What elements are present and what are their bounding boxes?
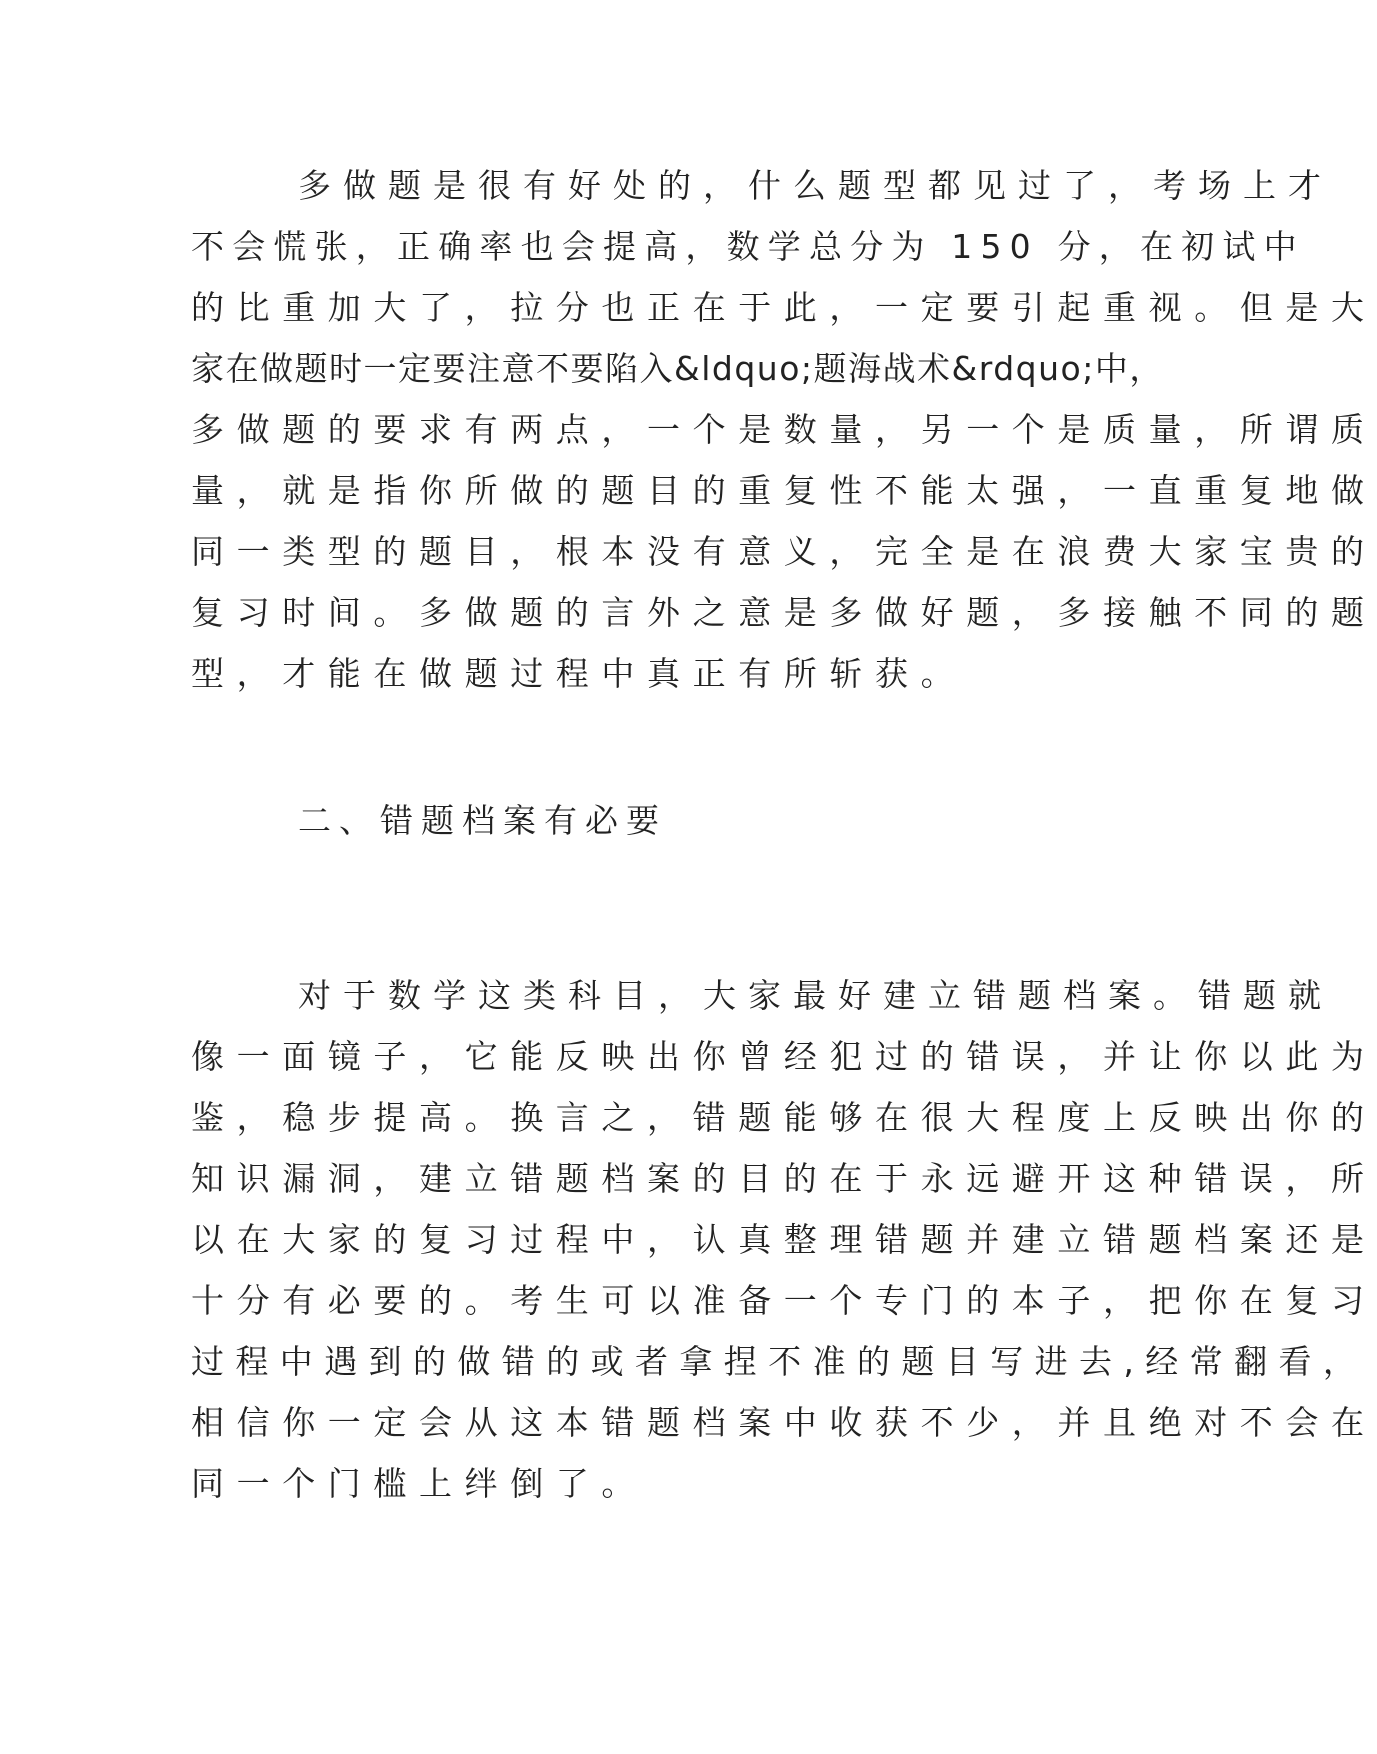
paragraph-2-line-4: 知识漏洞，建立错题档案的目的在于永远避开这种错误，所 xyxy=(191,1159,1377,1198)
paragraph-2-line-5: 以在大家的复习过程中，认真整理错题并建立错题档案还是 xyxy=(191,1220,1377,1259)
paragraph-2-line-6: 十分有必要的。考生可以准备一个专门的本子，把你在复习 xyxy=(191,1281,1377,1320)
paragraph-1-line-8: 复习时间。多做题的言外之意是多做好题，多接触不同的题 xyxy=(191,593,1377,632)
paragraph-1-line-7: 同一类型的题目，根本没有意义，完全是在浪费大家宝贵的 xyxy=(191,532,1377,571)
paragraph-2-line-8: 相信你一定会从这本错题档案中收获不少，并且绝对不会在 xyxy=(191,1403,1377,1442)
paragraph-1-line-2: 不会慌张，正确率也会提高，数学总分为 150 分，在初试中 xyxy=(191,227,1305,266)
paragraph-2-line-9: 同一个门槛上绊倒了。 xyxy=(191,1464,647,1503)
paragraph-2-line-1: 对于数学这类科目，大家最好建立错题档案。错题就 xyxy=(298,976,1333,1015)
paragraph-1-line-9: 型，才能在做题过程中真正有所斩获。 xyxy=(191,654,967,693)
paragraph-1-line-3: 的比重加大了，拉分也正在于此，一定要引起重视。但是大 xyxy=(191,288,1377,327)
paragraph-2-line-7: 过程中遇到的做错的或者拿捏不准的题目写进去,经常翻看， xyxy=(191,1342,1368,1381)
paragraph-2-line-2: 像一面镜子，它能反映出你曾经犯过的错误，并让你以此为 xyxy=(191,1037,1377,1076)
paragraph-1-line-6: 量，就是指你所做的题目的重复性不能太强，一直重复地做 xyxy=(191,471,1377,510)
paragraph-1-line-5: 多做题的要求有两点，一个是数量，另一个是质量，所谓质 xyxy=(191,410,1377,449)
paragraph-1-line-1: 多做题是很有好处的，什么题型都见过了，考场上才 xyxy=(298,166,1333,205)
section-heading: 二、错题档案有必要 xyxy=(298,801,667,840)
paragraph-2-line-3: 鉴，稳步提高。换言之，错题能够在很大程度上反映出你的 xyxy=(191,1098,1377,1137)
paragraph-1-line-4: 家在做题时一定要注意不要陷入&ldquo;题海战术&rdquo;中， xyxy=(191,349,1164,388)
